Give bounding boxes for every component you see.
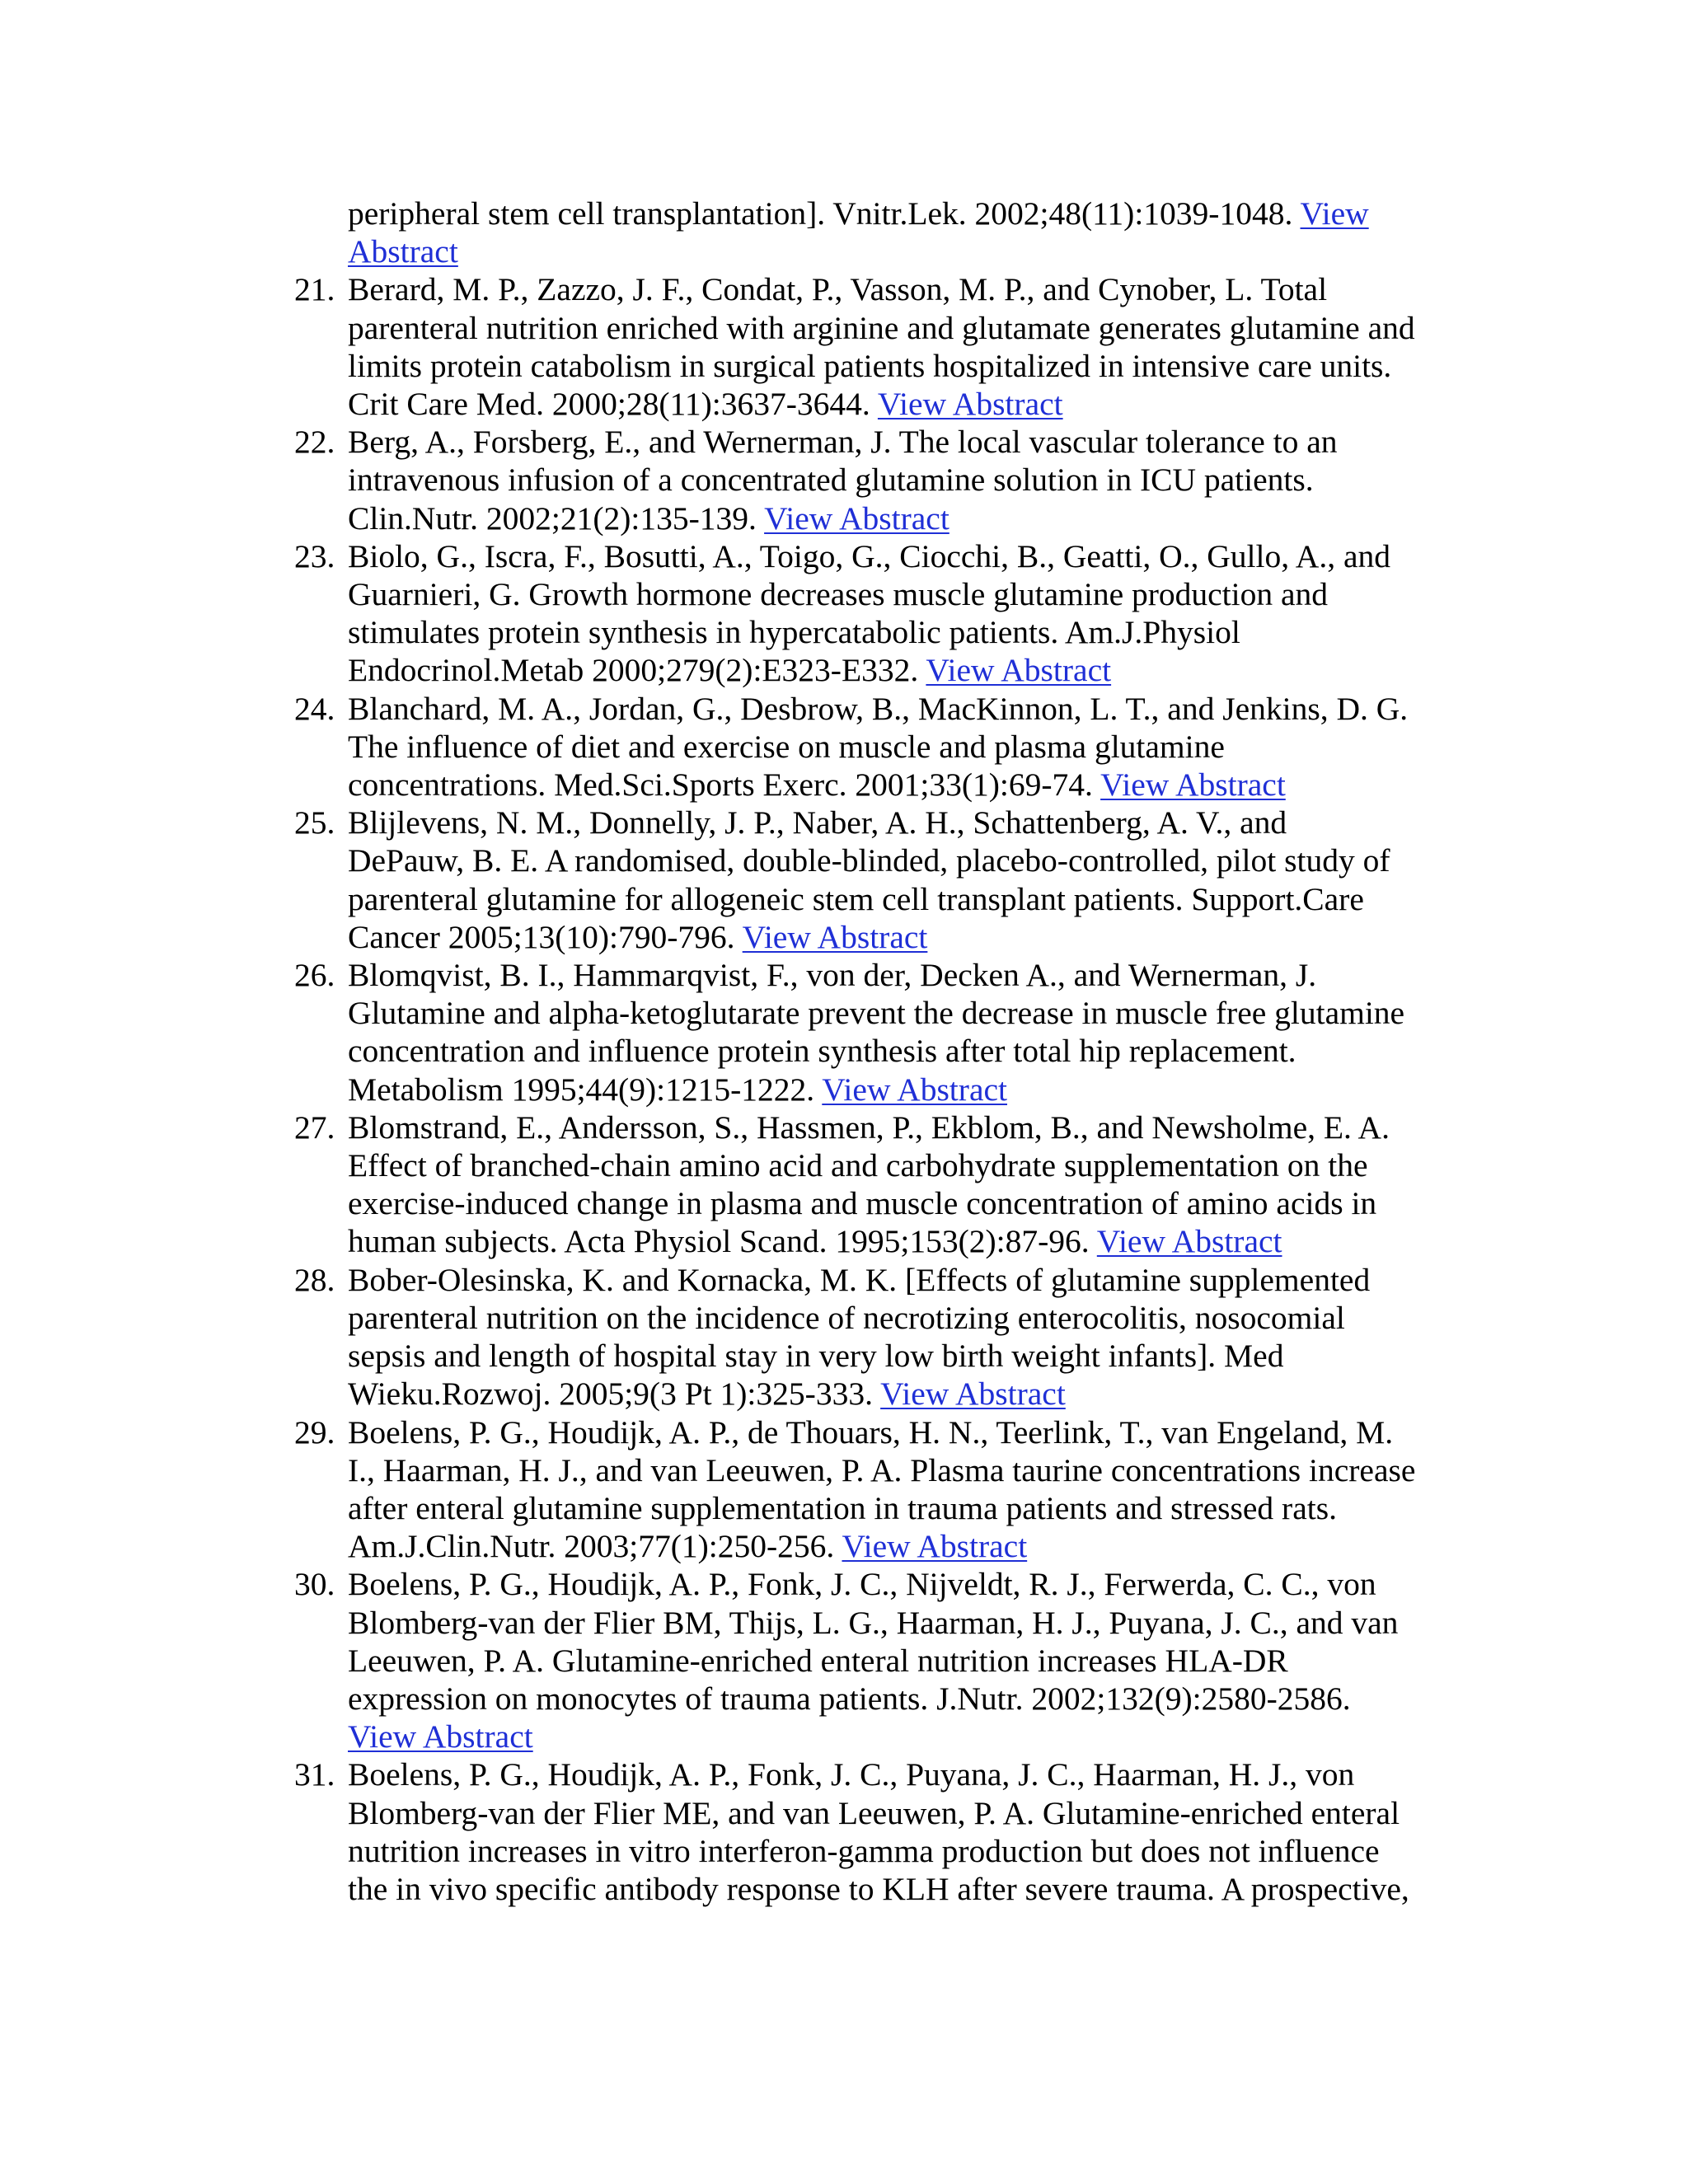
reference-text	[348, 270, 1448, 423]
reference-line: DePauw, B. E. A randomised, double-blinded, placebo-controlled, pilot study of	[348, 842, 1390, 879]
reference-item	[294, 423, 1448, 537]
reference-item	[294, 1108, 1448, 1261]
view-abstract-link[interactable]: View Abstract	[742, 918, 928, 955]
reference-text	[348, 423, 1448, 537]
reference-continuation	[294, 194, 1448, 270]
reference-line: stimulates protein synthesis in hypercatabolic patients. Am.J.Physiol	[348, 614, 1240, 651]
reference-line: Blomstrand, E., Andersson, S., Hassmen, P., Ekblom, B., and Newsholme, E. A.	[348, 1108, 1390, 1146]
reference-line: The influence of diet and exercise on muscle and plasma glutamine	[348, 728, 1225, 765]
reference-number: 31.	[294, 1756, 335, 1793]
reference-text	[348, 1261, 1448, 1413]
reference-text	[348, 1755, 1448, 1908]
reference-text	[348, 194, 1448, 270]
reference-line: Cancer 2005;13(10):790-796.	[348, 918, 743, 955]
reference-item	[294, 1413, 1448, 1566]
reference-number: 29.	[294, 1413, 335, 1451]
reference-item	[294, 537, 1448, 690]
reference-text	[348, 804, 1448, 956]
reference-line: parenteral glutamine for allogeneic stem cell transplant patients. Support.Care	[348, 880, 1364, 917]
view-abstract-link[interactable]: View	[1300, 195, 1369, 232]
view-abstract-link[interactable]: View Abstract	[1100, 766, 1286, 804]
reference-number: 21.	[294, 271, 335, 308]
reference-line: intravenous infusion of a concentrated glutamine solution in ICU patients.	[348, 462, 1314, 499]
reference-line: Wieku.Rozwoj. 2005;9(3 Pt 1):325-333.	[348, 1376, 881, 1413]
reference-line: Metabolism 1995;44(9):1215-1222.	[348, 1071, 823, 1108]
reference-number: 23.	[294, 537, 335, 574]
reference-item	[294, 956, 1448, 1108]
view-abstract-link[interactable]: View Abstract	[926, 652, 1112, 689]
reference-number: 26.	[294, 957, 335, 994]
reference-line: Biolo, G., Iscra, F., Bosutti, A., Toigo, G., Ciocchi, B., Geatti, O., Gullo, A., and	[348, 537, 1390, 574]
reference-line: Boelens, P. G., Houdijk, A. P., Fonk, J. C., Nijveldt, R. J., Ferwerda, C. C., von	[348, 1566, 1376, 1603]
reference-line: parenteral nutrition on the incidence of necrotizing enterocolitis, nosocomial	[348, 1299, 1345, 1336]
reference-line: Boelens, P. G., Houdijk, A. P., Fonk, J. C., Puyana, J. C., Haarman, H. J., von	[348, 1756, 1355, 1793]
reference-line: limits protein catabolism in surgical patients hospitalized in intensive care units.	[348, 347, 1392, 384]
reference-list	[294, 194, 1448, 1908]
reference-line: Glutamine and alpha-ketoglutarate prevent the decrease in muscle free glutamine	[348, 995, 1405, 1032]
reference-line: Blomberg-van der Flier ME, and van Leeuwen, P. A. Glutamine-enriched enteral	[348, 1794, 1400, 1831]
reference-line: the in vivo specific antibody response to KLH after severe trauma. A prospective,	[348, 1870, 1409, 1907]
reference-line: nutrition increases in vitro interferon-gamma production but does not influence	[348, 1832, 1380, 1869]
view-abstract-link[interactable]: Abstract	[348, 233, 458, 270]
reference-item	[294, 804, 1448, 956]
reference-line: parenteral nutrition enriched with arginine and glutamate generates glutamine and	[348, 309, 1415, 346]
reference-line: Blomqvist, B. I., Hammarqvist, F., von der, Decken A., and Wernerman, J.	[348, 957, 1317, 994]
reference-line: concentration and influence protein synthesis after total hip replacement.	[348, 1033, 1296, 1070]
reference-line: Am.J.Clin.Nutr. 2003;77(1):250-256.	[348, 1528, 842, 1565]
reference-number: 25.	[294, 804, 335, 841]
reference-number: 27.	[294, 1108, 335, 1146]
reference-item	[294, 1755, 1448, 1908]
reference-line: Effect of branched-chain amino acid and carbohydrate supplementation on the	[348, 1147, 1368, 1184]
reference-item	[294, 1261, 1448, 1413]
reference-line: Boelens, P. G., Houdijk, A. P., de Thouars, H. N., Teerlink, T., van Engeland, M.	[348, 1413, 1394, 1451]
reference-number: 30.	[294, 1566, 335, 1603]
reference-line: after enteral glutamine supplementation in trauma patients and stressed rats.	[348, 1489, 1337, 1526]
reference-text	[348, 1108, 1448, 1261]
reference-line: Crit Care Med. 2000;28(11):3637-3644.	[348, 386, 878, 423]
view-abstract-link[interactable]: View Abstract	[764, 499, 950, 537]
reference-line: I., Haarman, H. J., and van Leeuwen, P. A. Plasma taurine concentrations increase	[348, 1451, 1416, 1488]
reference-line: peripheral stem cell transplantation]. Vnitr.Lek. 2002;48(11):1039-1048.	[348, 195, 1301, 232]
reference-text	[348, 537, 1448, 690]
reference-line: concentrations. Med.Sci.Sports Exerc. 2001;33(1):69-74.	[348, 766, 1101, 804]
reference-text	[348, 956, 1448, 1108]
view-abstract-link[interactable]: View Abstract	[822, 1071, 1007, 1108]
reference-line: Blanchard, M. A., Jordan, G., Desbrow, B., MacKinnon, L. T., and Jenkins, D. G.	[348, 690, 1409, 727]
view-abstract-link[interactable]: View Abstract	[880, 1376, 1066, 1413]
reference-line: expression on monocytes of trauma patients. J.Nutr. 2002;132(9):2580-2586.	[348, 1680, 1351, 1717]
reference-text	[348, 690, 1448, 804]
reference-number: 24.	[294, 690, 335, 727]
reference-line: Clin.Nutr. 2002;21(2):135-139.	[348, 499, 765, 537]
reference-number: 22.	[294, 424, 335, 461]
reference-line: Guarnieri, G. Growth hormone decreases muscle glutamine production and	[348, 576, 1329, 613]
view-abstract-link[interactable]: View Abstract	[1096, 1223, 1282, 1260]
reference-line: Endocrinol.Metab 2000;279(2):E323-E332.	[348, 652, 926, 689]
reference-line: human subjects. Acta Physiol Scand. 1995;153(2):87-96.	[348, 1223, 1097, 1260]
reference-line: Leeuwen, P. A. Glutamine-enriched enteral nutrition increases HLA-DR	[348, 1642, 1288, 1679]
reference-number: 28.	[294, 1261, 335, 1298]
reference-item	[294, 1565, 1448, 1755]
reference-line: Blijlevens, N. M., Donnelly, J. P., Naber, A. H., Schattenberg, A. V., and	[348, 804, 1287, 841]
view-abstract-link[interactable]: View Abstract	[877, 386, 1063, 423]
reference-item	[294, 690, 1448, 804]
reference-text	[348, 1413, 1448, 1566]
view-abstract-link[interactable]: View Abstract	[842, 1528, 1028, 1565]
reference-line: Bober-Olesinska, K. and Kornacka, M. K. [Effects of glutamine supplemented	[348, 1261, 1371, 1298]
reference-item	[294, 270, 1448, 423]
reference-text	[348, 1565, 1448, 1755]
view-abstract-link[interactable]: View Abstract	[348, 1718, 533, 1755]
reference-line: exercise-induced change in plasma and muscle concentration of amino acids in	[348, 1185, 1377, 1222]
reference-line: Berard, M. P., Zazzo, J. F., Condat, P., Vasson, M. P., and Cynober, L. Total	[348, 271, 1328, 308]
reference-line: Berg, A., Forsberg, E., and Wernerman, J. The local vascular tolerance to an	[348, 424, 1338, 461]
reference-line: Blomberg-van der Flier BM, Thijs, L. G., Haarman, H. J., Puyana, J. C., and van	[348, 1604, 1399, 1641]
reference-line: sepsis and length of hospital stay in very low birth weight infants]. Med	[348, 1338, 1284, 1375]
